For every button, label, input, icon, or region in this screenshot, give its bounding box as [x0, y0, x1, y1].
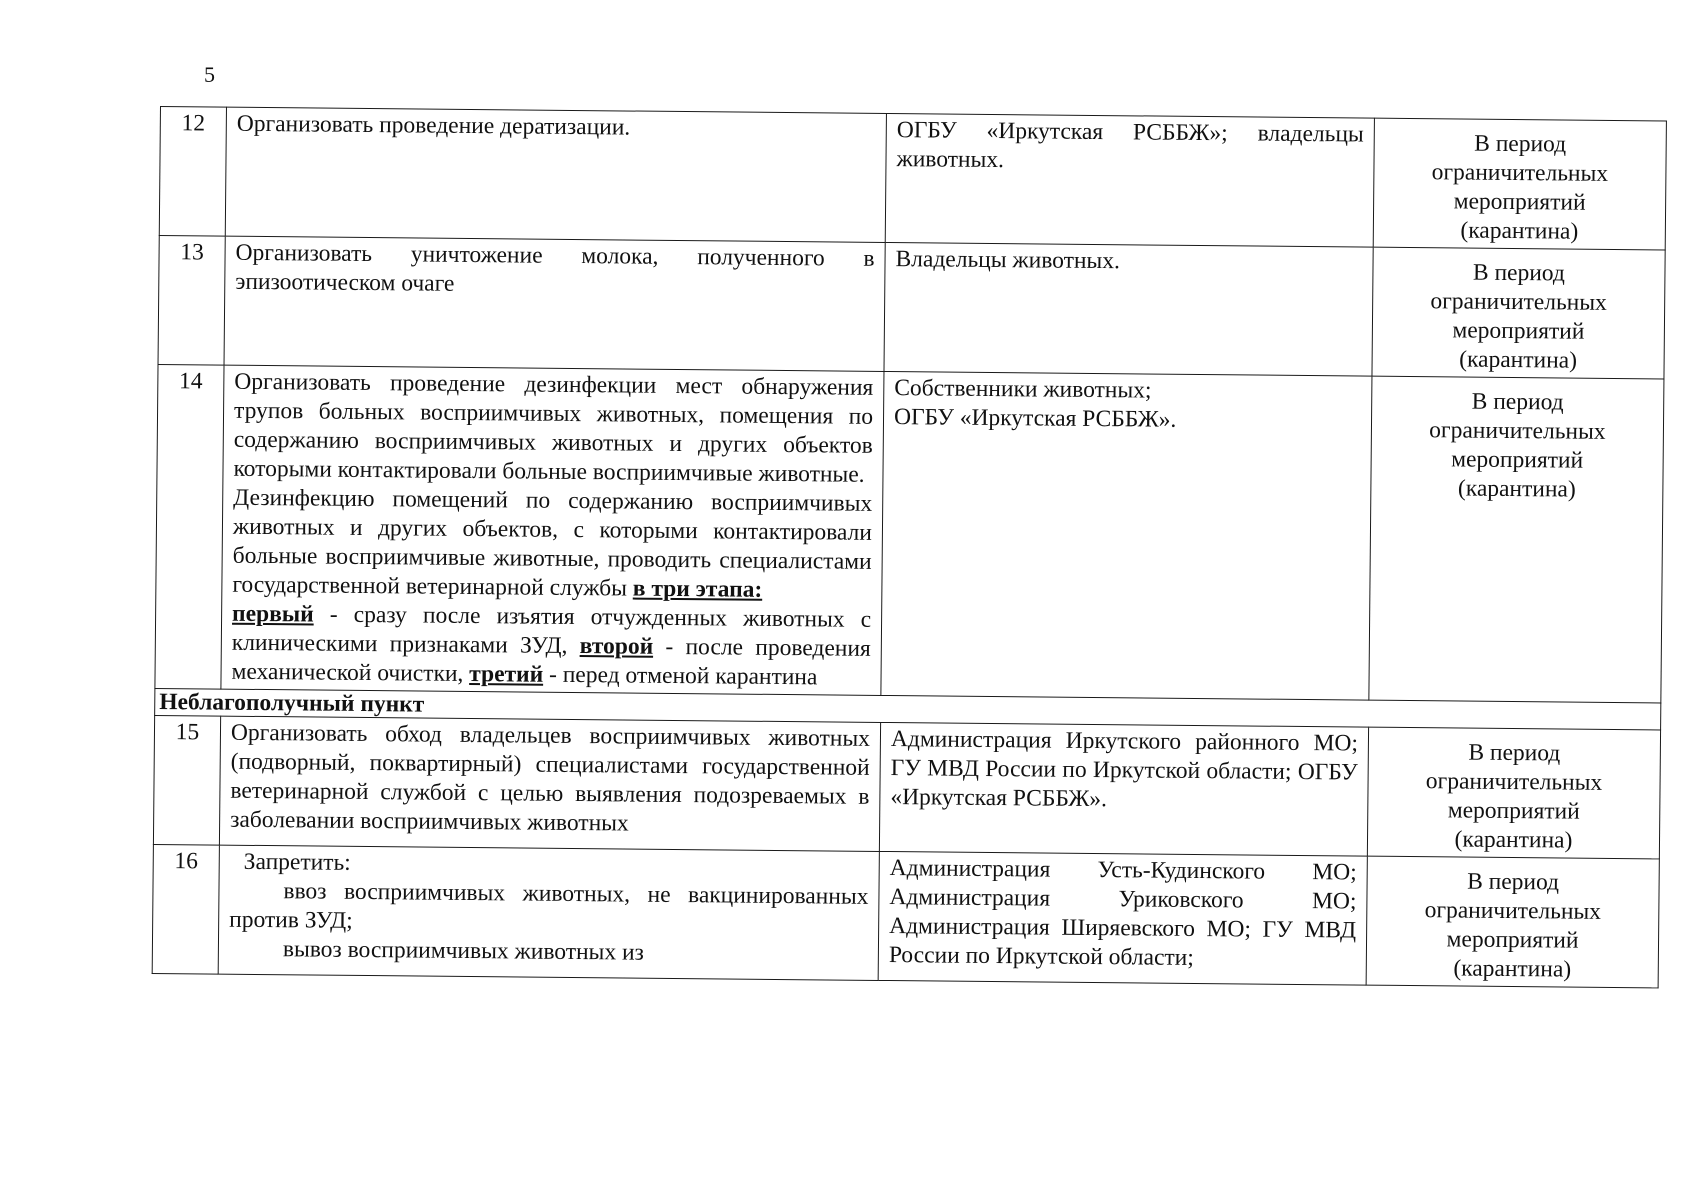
- term-line: ограничительных: [1424, 897, 1602, 925]
- task-cell: Организовать проведение дератизации.: [225, 107, 886, 242]
- term-cell: [1367, 727, 1660, 859]
- responsible-cell: [881, 371, 1372, 700]
- term-line: В период: [1467, 868, 1560, 896]
- task-cell: Организовать обход владельцев восприимчивых животных (подворный, поквартирный) специалистами государственной ветеринарной службой с целью выявления подозреваемых в заболевании восприимчивых животных: [219, 716, 880, 851]
- term-cell: [1366, 856, 1659, 988]
- term-cell: [1369, 376, 1664, 703]
- stage-text: - после проведения механической очистки,: [231, 633, 871, 687]
- stage-label: третий: [469, 660, 544, 688]
- term-line: ограничительных: [1431, 159, 1609, 187]
- responsible-cell: Администрация Иркутского районного МО; ГУ МВД России по Иркутской области; ОГБУ «Иркутская РСББЖ».: [879, 722, 1368, 856]
- stages-emphasis: в три этапа:: [632, 575, 763, 603]
- term-line: ограничительных: [1430, 288, 1607, 316]
- term-line: В период: [1472, 259, 1566, 287]
- responsible-cell: ОГБУ «Иркутская РСББЖ»; владельцы животных.: [885, 113, 1374, 247]
- term-line: (карантина): [1454, 826, 1573, 854]
- task-cell: [218, 845, 879, 980]
- term-line: (карантина): [1460, 217, 1579, 245]
- table-row: [152, 844, 1659, 987]
- row-number: 15: [153, 715, 220, 845]
- task-cell: Организовать уничтожение молока, полученного в эпизоотическом очаге: [224, 236, 885, 371]
- stage-text: - перед отменой карантина: [543, 661, 818, 691]
- task-item: вывоз восприимчивых животных из: [282, 936, 645, 966]
- term-line: (карантина): [1453, 955, 1572, 983]
- term-line: (карантина): [1459, 346, 1578, 374]
- responsible-line: Собственники животных;: [894, 375, 1152, 404]
- table-row: [159, 107, 1666, 250]
- stage-text: - сразу после изъятия отчужденных животных с клиническими признаками ЗУД,: [231, 601, 872, 660]
- table-row: [153, 715, 1660, 858]
- term-line: ограничительных: [1429, 417, 1606, 445]
- term-line: мероприятий: [1446, 926, 1579, 954]
- row-number: 13: [158, 235, 225, 365]
- term-line: мероприятий: [1451, 446, 1584, 474]
- term-line: ограничительных: [1425, 768, 1603, 796]
- responsible-cell: Владельцы животных.: [884, 242, 1373, 376]
- term-line: В период: [1468, 739, 1561, 767]
- task-intro: Запретить:: [243, 848, 351, 876]
- measures-table: [152, 106, 1667, 988]
- term-line: В период: [1474, 130, 1567, 158]
- stage-label: первый: [232, 600, 314, 628]
- task-text: Дезинфекцию помещений по содержанию восприимчивых животных и других объектов, с которыми контактировали больные восприимчивые животные, проводить специалистами государственной ветеринарной службы: [232, 484, 873, 602]
- page-number: 5: [204, 62, 215, 87]
- measures-table-wrapper: [152, 106, 1666, 988]
- term-line: (карантина): [1457, 475, 1576, 503]
- term-line: мероприятий: [1447, 797, 1580, 825]
- term-line: мероприятий: [1452, 317, 1585, 345]
- term-line: В период: [1471, 388, 1564, 416]
- task-paragraph: Организовать проведение дезинфекции мест обнаружения трупов больных восприимчивых животных, помещения по содержанию восприимчивых животных и других объектов которыми контактировали больные восприимчивые животные.: [233, 368, 874, 488]
- term-line: мероприятий: [1453, 188, 1586, 216]
- stage-label: второй: [579, 633, 654, 660]
- task-paragraph: [232, 484, 872, 606]
- row-number: 16: [152, 844, 219, 974]
- task-cell: [221, 365, 884, 695]
- task-item: ввоз восприимчивых животных, не вакцинированных против ЗУД;: [229, 878, 869, 934]
- table-row: [158, 235, 1665, 378]
- row-number: 14: [155, 364, 224, 689]
- responsible-line: ОГБУ «Иркутская РСББЖ».: [893, 404, 1177, 433]
- row-number: 12: [159, 107, 226, 237]
- responsible-cell: Администрация Усть-Кудинского МО; Администрация Уриковского МО; Администрация Ширяевского МО; ГУ МВД России по Иркутской области;: [878, 851, 1367, 985]
- term-cell: [1373, 118, 1666, 250]
- table-row: [155, 364, 1664, 702]
- task-paragraph: [231, 600, 871, 693]
- section-header: Неблагополучный пункт: [155, 688, 1661, 729]
- term-cell: [1372, 247, 1665, 379]
